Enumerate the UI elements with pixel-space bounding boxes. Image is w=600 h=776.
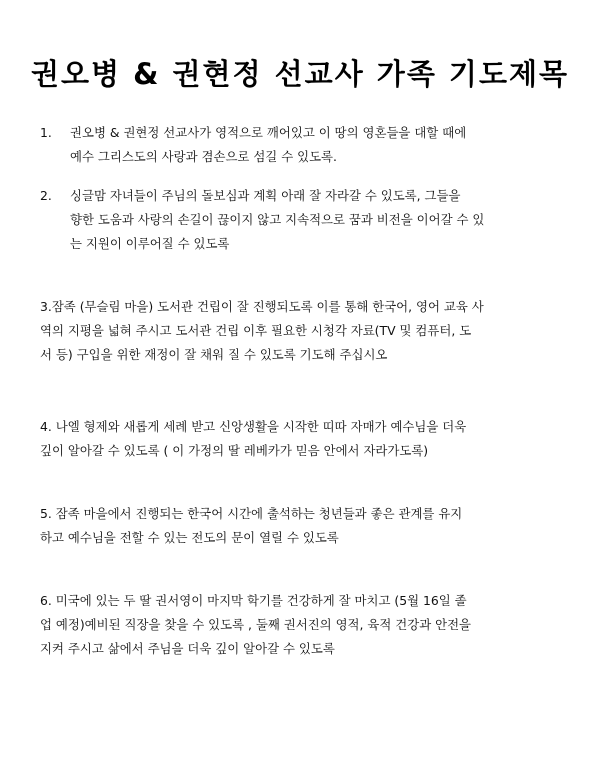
document-title: 권오병 & 권현정 선교사 가족 기도제목 (31, 57, 569, 91)
prayer-item-3 (40, 295, 570, 367)
item-line: 싱글맘 자녀들이 주님의 돌보심과 계획 아래 잘 자라갈 수 있도록, 그들을 (70, 188, 461, 203)
item-number: 2. (40, 188, 52, 203)
item-line: 향한 도움과 사랑의 손길이 끊이지 않고 지속적으로 꿈과 비전을 이어갈 수 있 (70, 212, 485, 227)
prayer-item-4 (40, 415, 570, 463)
item-number: 1. (40, 125, 52, 140)
item-line: 5. 잠족 마을에서 진행되는 한국어 시간에 출석하는 청년들과 좋은 관계를 유지 (40, 506, 463, 521)
item-line: 하고 예수님을 전할 수 있는 전도의 문이 열릴 수 있도록 (40, 530, 339, 545)
item-line: 권오병 & 권현정 선교사가 영적으로 깨어있고 이 땅의 영혼들을 대할 때에 (70, 125, 467, 140)
item-line: 6. 미국에 있는 두 딸 권서영이 마지막 학기를 건강하게 잘 마치고 (5월 16일 졸 (40, 593, 467, 608)
item-line: 업 예정)예비된 직장을 찾을 수 있도록 , 둘째 권서진의 영적, 육적 건강과 안전을 (40, 617, 472, 632)
item-line: 는 지원이 이루어질 수 있도록 (70, 236, 230, 251)
item-line: 4. 나엘 형제와 새롭게 세례 받고 신앙생활을 시작한 띠따 자매가 예수님을 더욱 (40, 419, 467, 434)
prayer-item-6 (40, 589, 570, 661)
item-line: 깊이 알아갈 수 있도록 ( 이 가정의 딸 레베카가 믿음 안에서 자라가도록) (40, 443, 429, 458)
prayer-item-5 (40, 502, 570, 550)
item-line: 역의 지평을 넓혀 주시고 도서관 건립 이후 필요한 시청각 자료(TV 및 컴퓨터, 도 (40, 323, 472, 338)
item-line: 예수 그리스도의 사랑과 겸손으로 섬길 수 있도록. (70, 149, 337, 164)
item-line: 서 등) 구입을 위한 재정이 잘 채워 질 수 있도록 기도해 주십시오 (40, 347, 388, 362)
item-line: 지켜 주시고 삶에서 주님을 더욱 깊이 알아갈 수 있도록 (40, 641, 335, 656)
item-line: 3.잠족 (무슬림 마을) 도서관 건립이 잘 진행되도록 이를 통해 한국어, 영어 교육 사 (40, 299, 484, 314)
